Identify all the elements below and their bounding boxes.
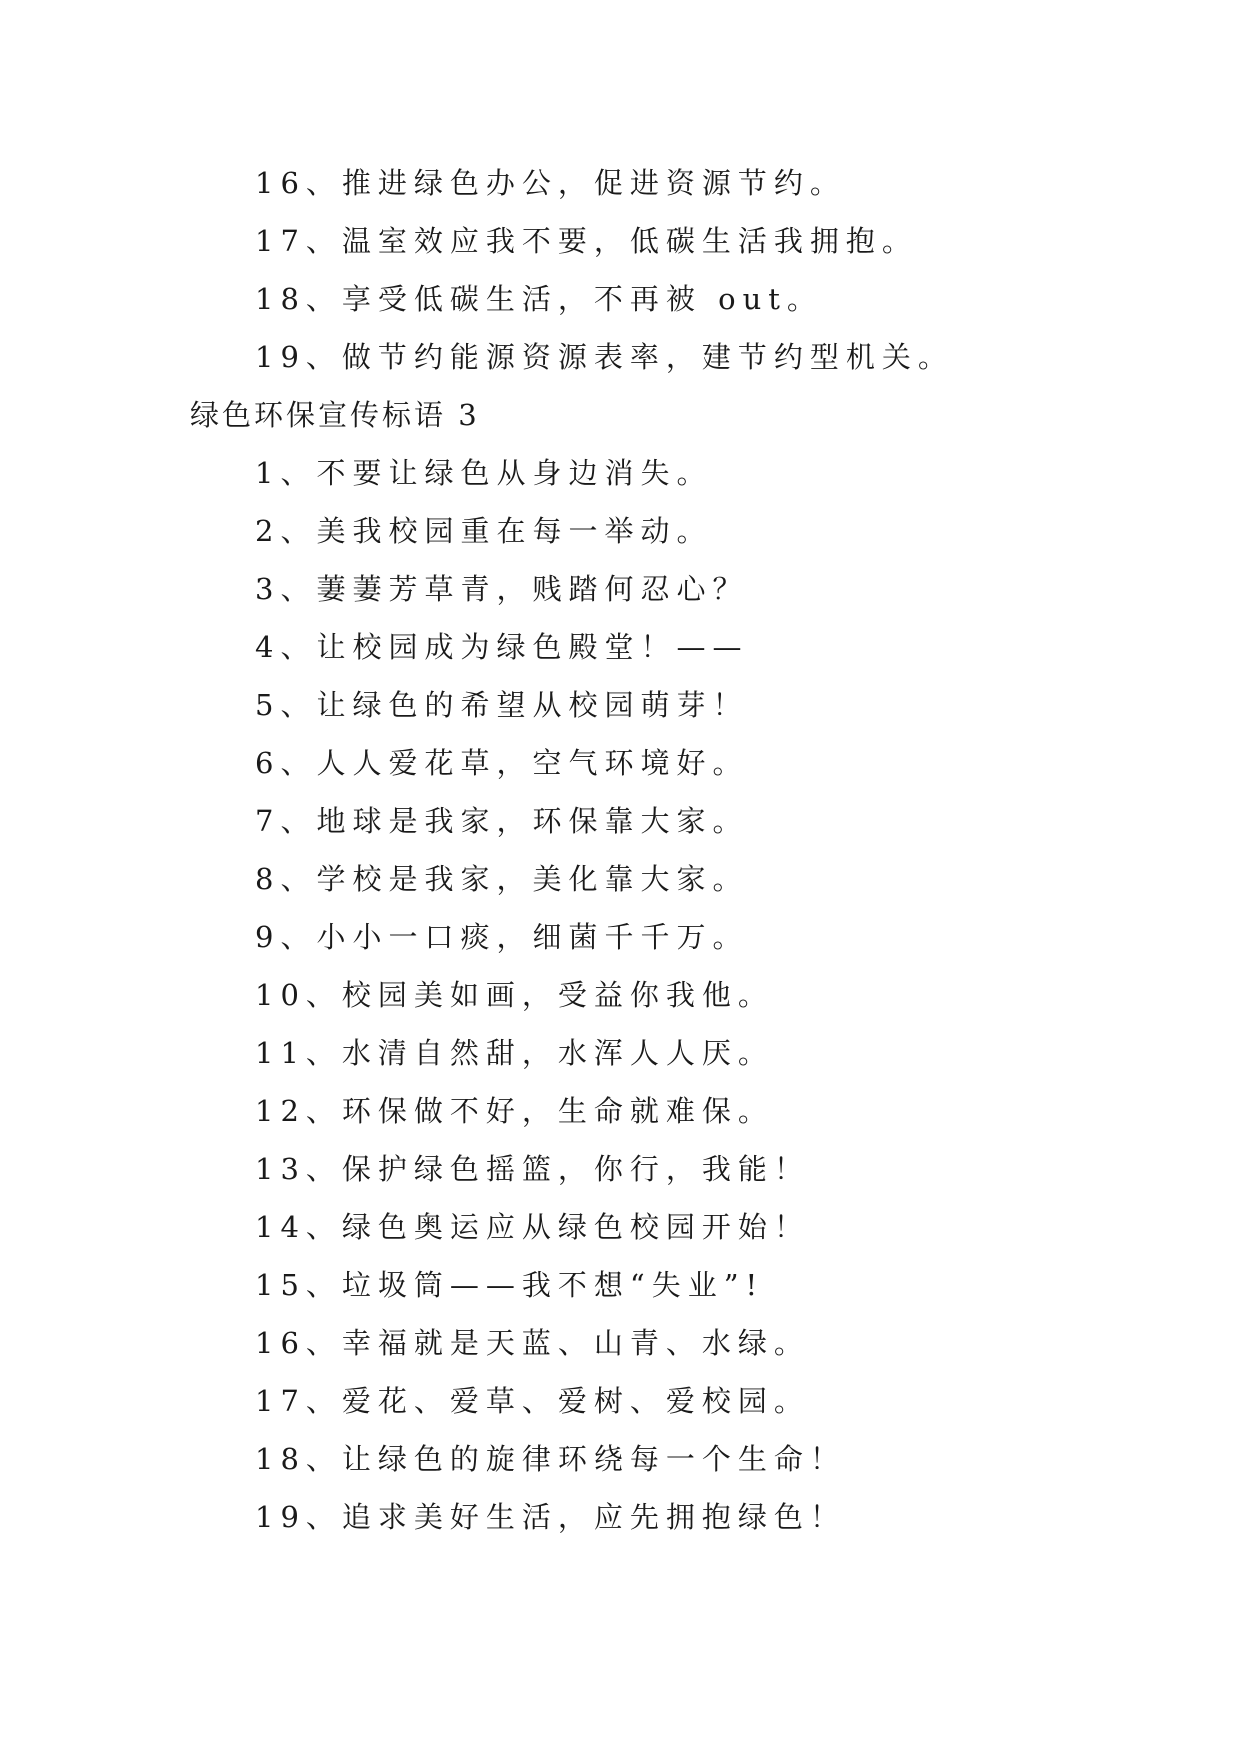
- list-item: 17、爱花、爱草、爱树、爱校园。: [255, 1384, 810, 1418]
- list-item: 3、萋萋芳草青，贱踏何忍心？: [255, 572, 749, 606]
- list-item: 9、小小一口痰，细菌千千万。: [255, 920, 749, 954]
- list-item: 13、保护绿色摇篮，你行，我能！: [255, 1152, 810, 1186]
- list-item: 7、地球是我家，环保靠大家。: [255, 804, 749, 838]
- list-item: 1、不要让绿色从身边消失。: [255, 456, 713, 490]
- list-item: 2、美我校园重在每一举动。: [255, 514, 713, 548]
- list-item: 17、温室效应我不要，低碳生活我拥抱。: [255, 224, 918, 258]
- list-item: 16、推进绿色办公，促进资源节约。: [255, 166, 846, 200]
- list-item: 4、让校园成为绿色殿堂！——: [255, 630, 749, 664]
- list-item: 19、做节约能源资源表率，建节约型机关。: [255, 340, 954, 374]
- list-item: 18、享受低碳生活，不再被 out。: [255, 282, 823, 316]
- document-body: [0, 154, 1241, 1546]
- section-heading: 绿色环保宣传标语 3: [190, 398, 480, 432]
- list-item: 14、绿色奥运应从绿色校园开始！: [255, 1210, 810, 1244]
- list-item: 10、校园美如画，受益你我他。: [255, 978, 774, 1012]
- list-item: 12、环保做不好，生命就难保。: [255, 1094, 774, 1128]
- list-item: 16、幸福就是天蓝、山青、水绿。: [255, 1326, 810, 1360]
- list-item: 18、让绿色的旋律环绕每一个生命！: [255, 1442, 846, 1476]
- list-item: 19、追求美好生活，应先拥抱绿色！: [255, 1500, 846, 1534]
- list-item: 11、水清自然甜，水浑人人厌。: [255, 1036, 774, 1070]
- list-item: 6、人人爱花草，空气环境好。: [255, 746, 749, 780]
- list-item: 8、学校是我家，美化靠大家。: [255, 862, 749, 896]
- list-item: 15、垃圾筒——我不想“失业”!: [255, 1268, 765, 1302]
- list-item: 5、让绿色的希望从校园萌芽！: [255, 688, 749, 722]
